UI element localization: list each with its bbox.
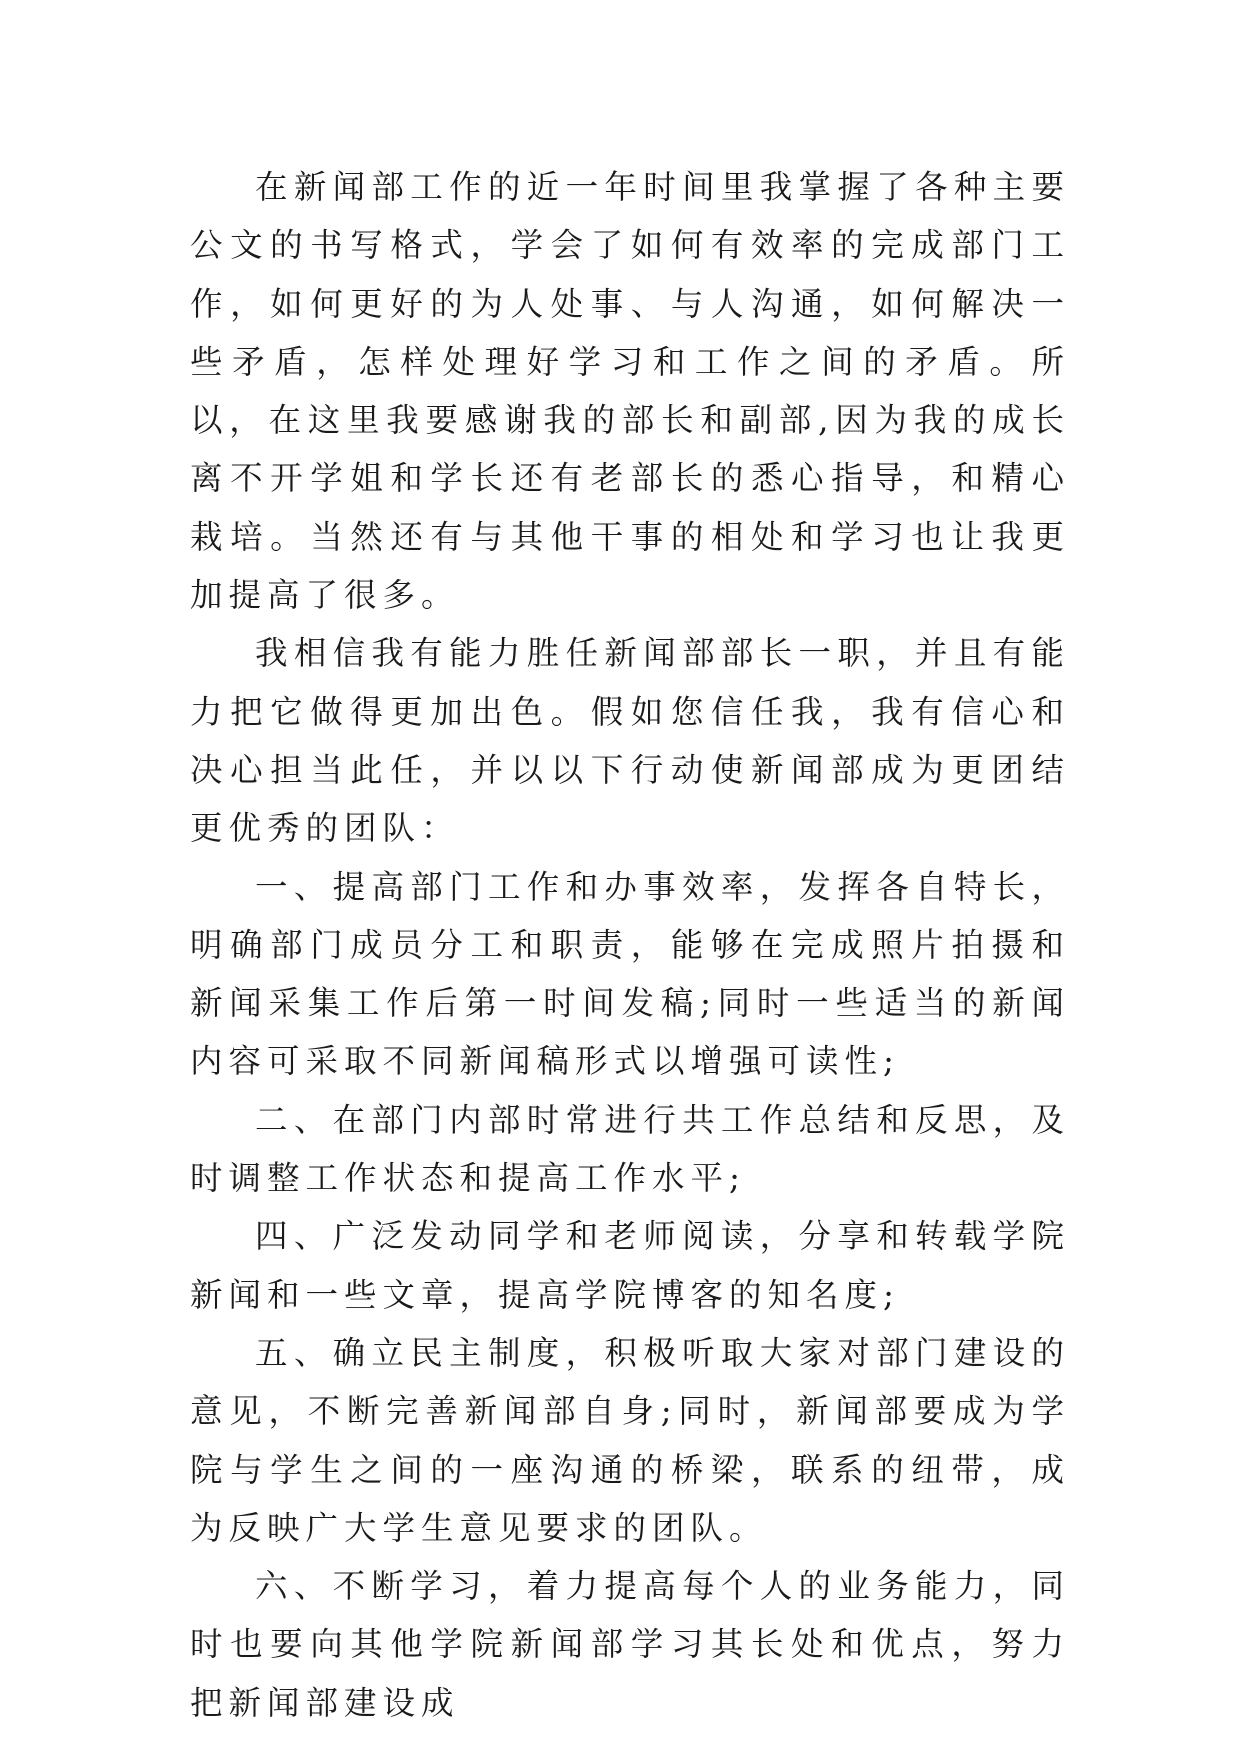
paragraph-5: 四、广泛发动同学和老师阅读，分享和转载学院新闻和一些文章，提高学院博客的知名度; [190, 1217, 1070, 1314]
paragraph-6: 五、确立民主制度，积极听取大家对部门建设的意见，不断完善新闻部自身;同时，新闻部要成为学院与学生之间的一座沟通的桥梁，联系的纽带，成为反映广大学生意见要求的团队。 [190, 1333, 1070, 1547]
document-body [190, 158, 1070, 1732]
paragraph-3: 一、提高部门工作和办事效率，发挥各自特长，明确部门成员分工和职责，能够在完成照片拍摄和新闻采集工作后第一时间发稿;同时一些适当的新闻内容可采取不同新闻稿形式以增强可读性; [190, 867, 1070, 1081]
paragraph-7: 六、不断学习，着力提高每个人的业务能力，同时也要向其他学院新闻部学习其长处和优点，努力把新闻部建设成 [190, 1567, 1070, 1722]
paragraph-4: 二、在部门内部时常进行共工作总结和反思，及时调整工作状态和提高工作水平; [190, 1100, 1070, 1198]
paragraph-1: 在新闻部工作的近一年时间里我掌握了各种主要公文的书写格式，学会了如何有效率的完成部门工作，如何更好的为人处事、与人沟通，如何解决一些矛盾，怎样处理好学习和工作之间的矛盾。所以，在这里我要感谢我的部长和副部,因为我的成长离不开学姐和学长还有老部长的悉心指导，和精心栽培。当然还有与其他干事的相处和学习也让我更加提高了很多。 [190, 168, 1070, 615]
paragraph-2: 我相信我有能力胜任新闻部部长一职，并且有能力把它做得更加出色。假如您信任我，我有信心和决心担当此任，并以以下行动使新闻部成为更团结更优秀的团队： [190, 634, 1070, 848]
